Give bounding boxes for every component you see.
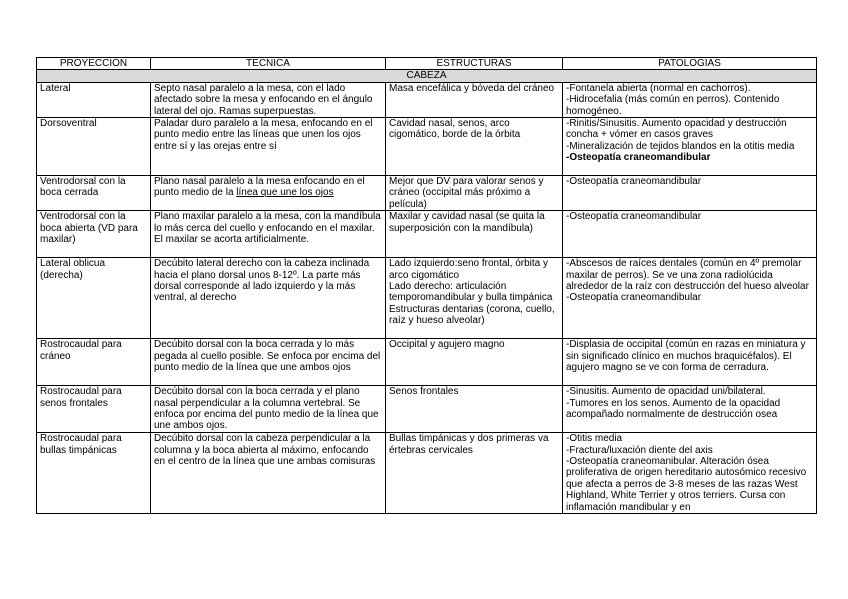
cell-patologias xyxy=(563,211,817,258)
estructura-line: Lado derecho: articulación temporomandibular y bulla timpánica xyxy=(389,281,553,304)
header-proyeccion: PROYECCIÓN xyxy=(37,58,151,70)
cell-patologias xyxy=(563,82,817,117)
table-row xyxy=(37,433,817,514)
cell-proyeccion: Rostrocaudal para senos frontales xyxy=(37,386,151,433)
cell-tecnica: Septo nasal paralelo a la mesa, con el lado afectado sobre la mesa y enfocando en el ángulo lateral del ojo. Ramas superpuestas. xyxy=(151,82,386,117)
cell-patologias xyxy=(563,176,817,211)
cell-tecnica: Decúbito dorsal con la cabeza perpendicular a la columna y la boca abierta al máximo, enfocando en el centro de la línea que une ambas comisuras xyxy=(151,433,386,514)
cell-tecnica: Decúbito dorsal con la boca cerrada y lo más pegada al cuello posible. Se enfoca por encima del punto medio de la línea que une ambos ojos xyxy=(151,339,386,386)
radiology-table xyxy=(36,57,817,514)
cell-proyeccion: Lateral oblicua (derecha) xyxy=(37,258,151,339)
cell-tecnica: Decúbito dorsal con la boca cerrada y el plano nasal perpendicular a la columna vertebral. Se enfoca por encima del punto medio de la línea que une ambos ojos. xyxy=(151,386,386,433)
table-row xyxy=(37,339,817,386)
patologia-line: -Osteopatía craneomanibular. Alteración ósea proliferativa de origen hereditario autosómico recesivo que afecta a perros de 3-8 meses de las razas West Highland, White Terrier y otros terriers. Cursa con inflamación mandibular y en xyxy=(566,456,807,513)
cell-proyeccion: Lateral xyxy=(37,82,151,117)
cell-patologias xyxy=(563,386,817,433)
cell-estructuras: Senos frontales xyxy=(386,386,563,433)
patologia-line: -Osteopatía craneomandibular xyxy=(566,292,702,304)
header-row xyxy=(37,58,817,70)
patologia-line: -Fractura/luxación diente del axis xyxy=(566,444,713,456)
patologia-line: -Tumores en los senos. Aumento de la opacidad acompañado normalmente de destrucción osea xyxy=(566,397,781,421)
patologia-line: -Osteopatía craneomandibular xyxy=(566,176,702,188)
estructura-line: Lado izquierdo:seno frontal, órbita y arco cigomático xyxy=(389,258,548,281)
cell-proyeccion: Ventrodorsal con la boca cerrada xyxy=(37,176,151,211)
table-row xyxy=(37,176,817,211)
cell-tecnica: Plano maxilar paralelo a la mesa, con la mandíbula lo más cerca del cuello y enfocando en el maxilar. El maxilar se acorta artificialmente. xyxy=(151,211,386,258)
cell-estructuras xyxy=(386,258,563,339)
cell-proyeccion: Rostrocaudal para bullas timpánicas xyxy=(37,433,151,514)
cell-patologias xyxy=(563,433,817,514)
cell-estructuras: Cavidad nasal, senos, arco cigomático, borde de la órbita xyxy=(386,118,563,176)
patologia-line: -Hidrocefalia (más común en perros). Contenido homogéneo. xyxy=(566,94,780,117)
cell-estructuras: Mejor que DV para valorar senos y cráneo (occipital más próximo a película) xyxy=(386,176,563,211)
header-tecnica: TECNICA xyxy=(151,58,386,70)
patologia-line: -Sinusitis. Aumento de opacidad uni/bilateral. xyxy=(566,386,766,398)
patologia-line-bold: -Osteopatía craneomandibular xyxy=(566,152,711,164)
cell-tecnica: Decúbito lateral derecho con la cabeza inclinada hacia el plano dorsal unos 8-12º. La parte más dorsal corresponde al lado izquierdo y la más ventral, al derecho xyxy=(151,258,386,339)
header-patologias: PATOLOGÍAS xyxy=(563,58,817,70)
estructura-line: Estructuras dentarias (corona, cuello, raíz y hueso alveolar) xyxy=(389,303,555,327)
table-row xyxy=(37,82,817,117)
patologia-line: -Mineralización de tejidos blandos en la otitis media xyxy=(566,140,795,152)
tecnica-text: Plano nasal paralelo a la mesa enfocando en el punto medio de la xyxy=(154,176,365,199)
cell-proyeccion: Dorsoventral xyxy=(37,118,151,176)
cell-patologias xyxy=(563,118,817,176)
table-row xyxy=(37,386,817,433)
section-title: CABEZA xyxy=(37,70,817,82)
table-row xyxy=(37,118,817,176)
patologia-line: -Displasia de occipital (común en razas en miniatura y sin significado clínico en muchos braquicéfalos). El agujero magno se ve con forma de cerradura. xyxy=(566,339,806,374)
cell-tecnica: Paladar duro paralelo a la mesa, enfocando en el punto medio entre las líneas que unen los ojos entre sí y las orejas entre sí xyxy=(151,118,386,176)
cell-estructuras: Bullas timpánicas y dos primeras va értebras cervicales xyxy=(386,433,563,514)
cell-patologias xyxy=(563,258,817,339)
patologia-line: -Abscesos de raíces dentales (común en 4º premolar maxilar de perros). Se ve una zona radiolúcida alrededor de la raíz con destrucción del hueso alveolar xyxy=(566,258,809,293)
cell-tecnica xyxy=(151,176,386,211)
table-row xyxy=(37,258,817,339)
cell-proyeccion: Rostrocaudal para cráneo xyxy=(37,339,151,386)
patologia-line: -Otitis media xyxy=(566,433,623,445)
patologia-line: -Osteopatía craneomandibular xyxy=(566,211,702,223)
patologia-line: -Rinitis/Sinusitis. Aumento opacidad y destrucción concha + vómer en casos graves xyxy=(566,118,787,141)
cell-patologias xyxy=(563,339,817,386)
cell-estructuras: Occipital y agujero magno xyxy=(386,339,563,386)
tecnica-underlined-text: línea que une los ojos xyxy=(236,187,334,199)
cell-estructuras: Masa encefálica y bóveda del cráneo xyxy=(386,82,563,117)
patologia-line: -Fontanela abierta (normal en cachorros). xyxy=(566,82,751,94)
section-row xyxy=(37,70,817,82)
header-estructuras: ESTRUCTURAS xyxy=(386,58,563,70)
table-row xyxy=(37,211,817,258)
cell-proyeccion: Ventrodorsal con la boca abierta (VD para maxilar) xyxy=(37,211,151,258)
cell-estructuras: Maxilar y cavidad nasal (se quita la superposición con la mandíbula) xyxy=(386,211,563,258)
